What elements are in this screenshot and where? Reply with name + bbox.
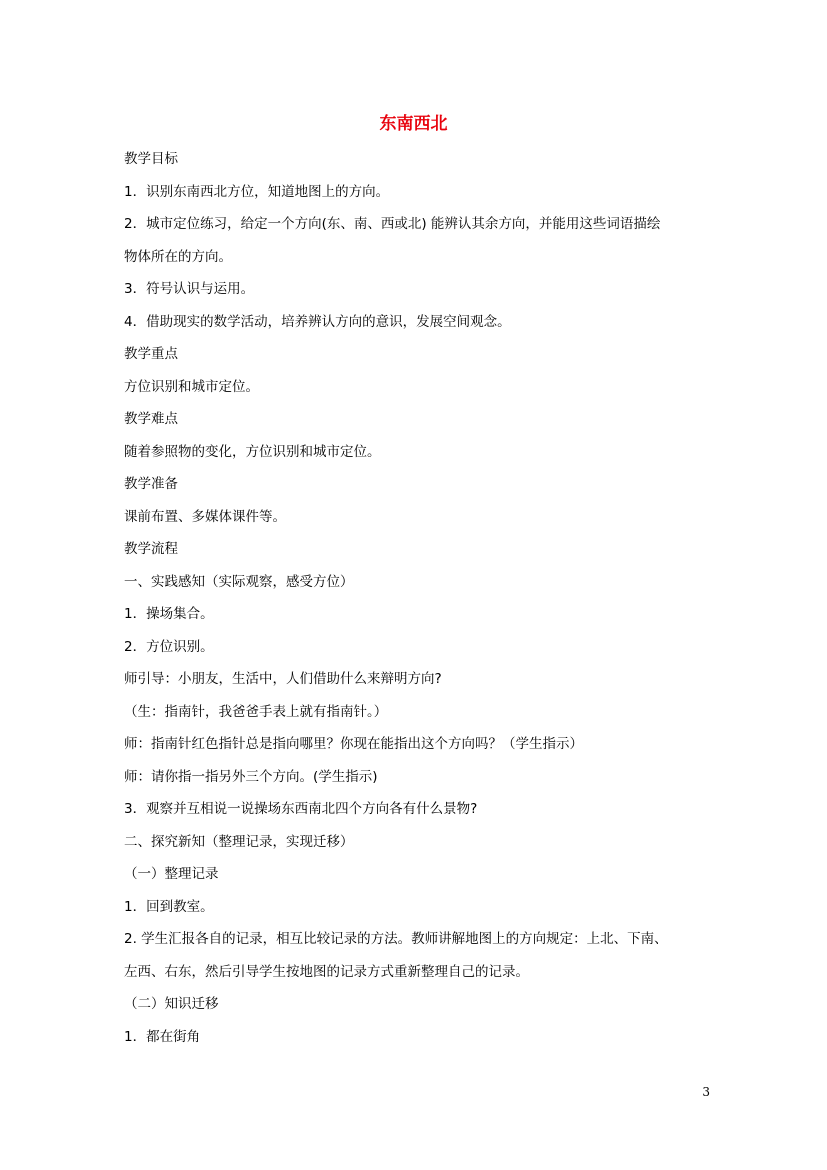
subsection-heading: 一、实践感知（实际观察，感受方位） (124, 573, 354, 590)
paragraph-line: 1．识别东南西北方位，知道地图上的方向。 (124, 183, 390, 200)
paragraph-line: 1．都在街角 (124, 1028, 201, 1045)
paragraph-line: （生：指南针，我爸爸手表上就有指南针。） (124, 703, 388, 720)
subsection-heading: 二、探究新知（整理记录，实现迁移） (124, 833, 354, 850)
subsection-heading: （二）知识迁移 (124, 996, 219, 1012)
paragraph-line: 师：指南针红色指针总是指向哪里？你现在能指出这个方向吗？（学生指示） (124, 736, 583, 752)
page-number: 3 (702, 1085, 710, 1099)
document-title: 东南西北 (379, 114, 448, 134)
paragraph-line: 1．操场集合。 (124, 606, 214, 622)
paragraph-line: 4．借助现实的数学活动，培养辨认方向的意识，发展空间观念。 (124, 313, 511, 330)
paragraph-line: 师引导：小朋友，生活中，人们借助什么来辩明方向? (124, 671, 442, 687)
paragraph-line: 3．符号认识与运用。 (124, 281, 255, 297)
paragraph-line: 物体所在的方向。 (124, 248, 232, 265)
paragraph-line: 方位识别和城市定位。 (124, 378, 259, 395)
paragraph-line: 师：请你指一指另外三个方向。(学生指示) (124, 768, 378, 785)
paragraph-line: 3．观察并互相说一说操场东西南北四个方向各有什么景物? (124, 801, 478, 817)
paragraph-line: 随着参照物的变化，方位识别和城市定位。 (124, 443, 381, 460)
document-body (124, 148, 714, 1058)
paragraph-line: 2．城市定位练习，给定一个方向(东、南、西或北) 能辨认其余方向，并能用这些词语描绘 (124, 216, 661, 232)
paragraph-line: 课前布置、多媒体课件等。 (124, 508, 286, 525)
paragraph-line: 左西、右东，然后引导学生按地图的记录方式重新整理自己的记录。 (124, 963, 529, 980)
section-heading: 教学流程 (124, 541, 178, 557)
section-heading: 教学难点 (124, 411, 178, 427)
section-heading: 教学准备 (124, 476, 178, 492)
subsection-heading: （一）整理记录 (124, 866, 219, 882)
paragraph-line: 2. 学生汇报各自的记录，相互比较记录的方法。教师讲解地图上的方向规定：上北、下南、 (124, 931, 668, 947)
paragraph-line: 2．方位识别。 (124, 638, 214, 655)
section-heading: 教学重点 (124, 346, 178, 362)
paragraph-line: 1．回到教室。 (124, 898, 214, 915)
section-heading: 教学目标 (124, 151, 178, 167)
